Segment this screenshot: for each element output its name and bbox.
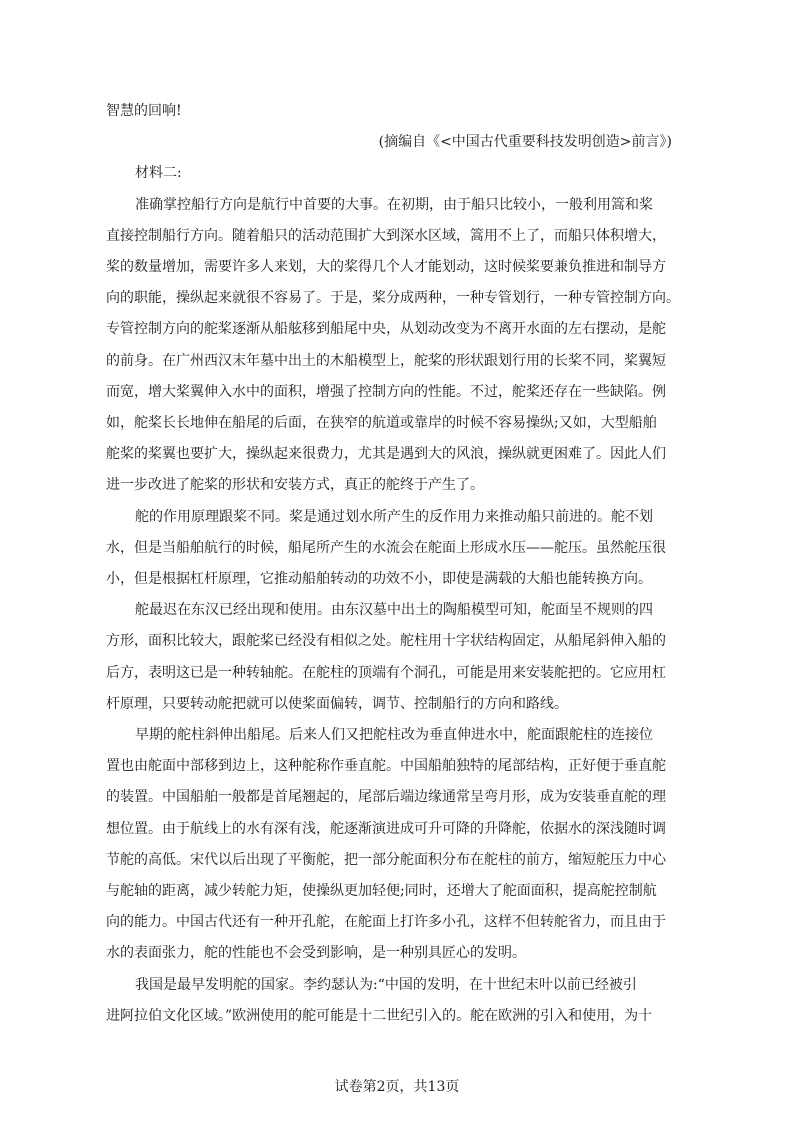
text-line: 的前身。在广州西汉末年墓中出土的木船模型上，舵桨的形状跟划行用的长桨不同，桨翼短 [106,352,666,369]
text-line: 进一步改进了舵桨的形状和安装方式，真正的舵终于产生了。 [106,477,484,494]
text-line: 舵的作用原理跟桨不同。桨是通过划水所产生的反作用力来推动船只前进的。舵不划 [135,508,653,525]
text-line: 水，但是当船舶航行的时候，船尾所产生的水流会在舵面上形成水压——舵压。虽然舵压很 [106,539,666,556]
text-line: 小，但是根据杠杆原理，它推动船舶转动的功效不小，即使是满载的大船也能转换方向。 [106,571,652,588]
source-citation: (摘编自《<中国古代重要科技发明创造>前言》) [378,134,672,151]
text-line: 舵桨的桨翼也要扩大，操纵起来很费力，尤其是遇到大的风浪，操纵就更困难了。因此人们 [106,446,666,463]
text-line: 而宽，增大桨翼伸入水中的面积，增强了控制方向的性能。不过，舵桨还存在一些缺陷。例 [106,383,666,400]
text-line: 的装置。中国船舶一般都是首尾翘起的，尾部后端边缘通常呈弯月形，成为安装垂直舵的理 [106,789,666,806]
page-footer: 试卷第2页，共13页 [334,1079,460,1095]
document-body [106,96,682,1032]
text-line: 舵最迟在东汉已经出现和使用。由东汉墓中出土的陶船模型可知，舵面呈不规则的四 [135,602,653,619]
text-line: 方形，面积比较大，跟舵桨已经没有相似之处。舵柱用十字状结构固定，从船尾斜伸入船的 [106,633,666,650]
text-line: 我国是最早发明舵的国家。李约瑟认为:“中国的发明，在十世纪末叶以前已经被引 [135,976,637,993]
text-line: 想位置。由于航线上的水有深有浅，舵逐渐演进成可升可降的升降舵，依据水的深浅随时调 [106,820,666,837]
text-line: 置也由舵面中部移到边上，这种舵称作垂直舵。中国船舶独特的尾部结构，正好便于垂直舵 [106,758,666,775]
text-line: 直接控制船行方向。随着船只的活动范围扩大到深水区域，篙用不上了，而船只体积增大， [106,227,666,244]
text-line: 如，舵桨长长地伸在船尾的后面，在狭窄的航道或靠岸的时候不容易操纵;又如，大型船舶 [106,415,657,432]
text-line: 杆原理，只要转动舵把就可以使桨面偏转，调节、控制船行的方向和路线。 [106,695,568,712]
text-line: 专管控制方向的舵桨逐渐从船舷移到船尾中央，从划动改变为不离开水面的左右摆动，是舵 [106,321,666,338]
section-heading: 材料二: [135,165,182,182]
text-line: 与舵轴的距离，减少转舵力矩，使操纵更加轻便;同时，还增大了舵面面积，提高舵控制航 [106,883,657,900]
text-line: 节舵的高低。宋代以后出现了平衡舵，把一部分舵面积分布在舵柱的前方，缩短舵压力中心 [106,851,666,868]
text-line: 桨的数量增加，需要许多人来划，大的桨得几个人才能划动，这时候桨要兼负推进和制导方 [106,259,666,276]
text-line: 进阿拉伯文化区域。”欧洲使用的舵可能是十二世纪引入的。舵在欧洲的引入和使用，为十 [106,1007,653,1024]
text-line: 早期的舵柱斜伸出船尾。后来人们又把舵柱改为垂直伸进水中，舵面跟舵柱的连接位 [135,727,653,744]
text-line: 水的表面张力，舵的性能也不会受到影响，是一种别具匠心的发明。 [106,945,526,962]
text-line: 向的能力。中国古代还有一种开孔舵，在舵面上打许多小孔，这样不但转舵省力，而且由于 [106,914,666,931]
text-line: 智慧的回响! [106,103,182,119]
text-line: 准确掌控船行方向是航行中首要的大事。在初期，由于船只比较小，一般利用篙和桨 [135,196,653,213]
text-line: 后方，表明这已是一种转轴舵。在舵柱的顶端有个洞孔，可能是用来安装舵把的。它应用杠 [106,664,666,681]
text-line: 向的职能，操纵起来就很不容易了。于是，桨分成两种，一种专管划行，一种专管控制方向。 [106,290,680,307]
